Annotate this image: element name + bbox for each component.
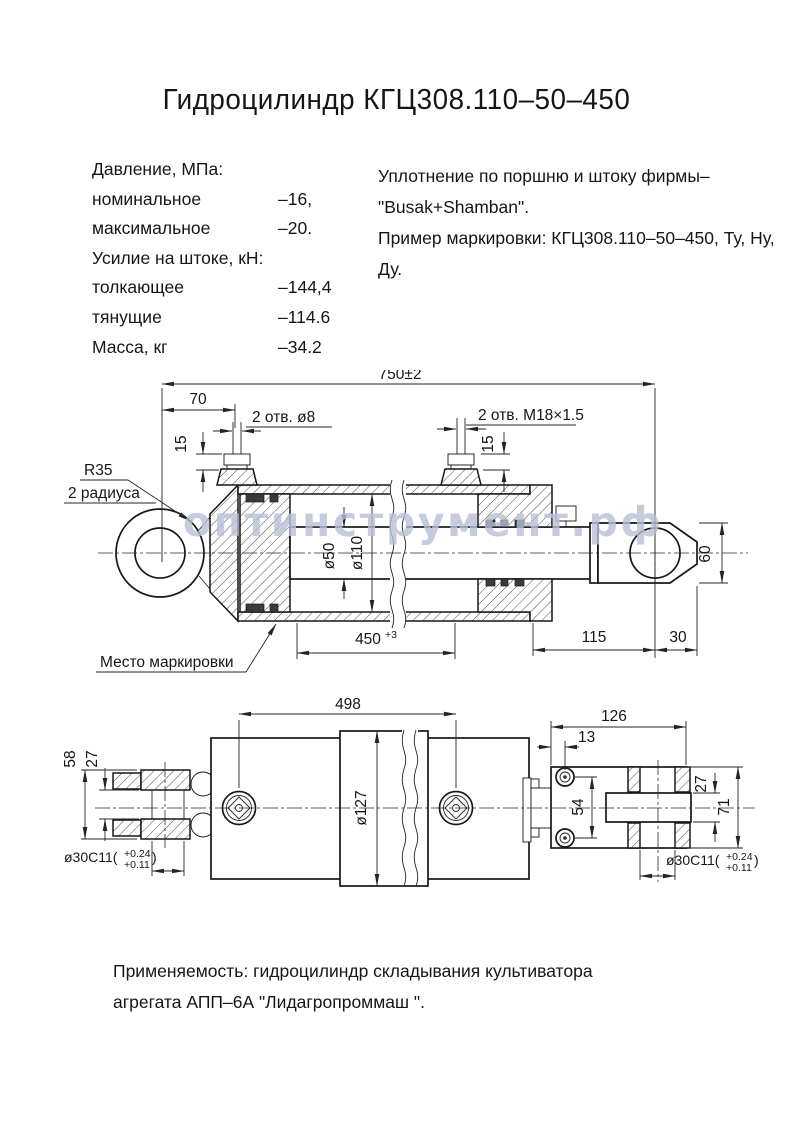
spec-value: –144,4 (278, 277, 332, 298)
dim-13: 13 (578, 729, 596, 746)
spec-value: –34.2 (278, 336, 322, 357)
label-holes-left: 2 отв. ø8 (252, 409, 316, 426)
spec-label: Давление, МПа: (92, 159, 224, 179)
dim-58: 58 (62, 750, 79, 768)
dim-bush-right-upper: +0.24 (726, 851, 753, 863)
view2-top-view (62, 696, 759, 886)
spec-label: толкающее (92, 277, 184, 298)
dim-bush-left-upper: +0.24 (124, 848, 151, 860)
watermark-text: оптинструмент.рф (183, 498, 664, 546)
applicability-line2: агрегата АПП–6А "Лидагропроммаш ". (113, 992, 425, 1012)
spec-label: Масса, кг (92, 336, 168, 357)
label-marking-place: Место маркировки (100, 654, 234, 671)
dim-15-right: 15 (480, 435, 497, 453)
dim-750: 750±2 (378, 370, 422, 383)
spec-row (92, 337, 372, 367)
spec-table (92, 159, 372, 366)
view2-left-eye-section (113, 762, 215, 848)
spec-label: максимальное (92, 218, 211, 239)
dim-30: 30 (669, 629, 687, 646)
dim-bush-right-base: ø30С11( (666, 852, 720, 868)
dim-stroke: 450 (355, 631, 381, 648)
dim-bush-right-lower: +0.11 (726, 862, 752, 874)
dim-stroke-tol: +3 (385, 629, 397, 641)
dim-bush-right-close: ) (754, 852, 759, 868)
dim-bush-left-base: ø30С11( (64, 849, 118, 865)
view1-port-left (217, 422, 257, 485)
dim-27-right: 27 (693, 775, 710, 793)
dim-body-dia: ø127 (353, 790, 370, 826)
dim-60: 60 (697, 545, 714, 563)
view2-break-lines (402, 729, 418, 886)
dim-498: 498 (335, 696, 361, 713)
marking-example: Пример маркировки: КГЦ308.110–50–450, Ту, Ну, Ду. (378, 228, 775, 279)
spec-row (92, 277, 372, 307)
view1-port-right (441, 418, 481, 485)
dim-71: 71 (716, 798, 733, 816)
view1-side-section (64, 370, 748, 672)
applicability-line1: Применяемость: гидроцилиндр складывания культиватора (113, 961, 593, 981)
spec-row (92, 307, 372, 337)
spec-label: тянущие (92, 306, 162, 327)
label-radius-note: 2 радиуса (68, 485, 140, 502)
spec-label: Усилие на штоке, кН: (92, 247, 264, 268)
seal-note-line2: "Busak+Shamban". (378, 197, 530, 217)
technical-drawing (0, 370, 793, 915)
dim-54: 54 (570, 798, 587, 816)
dim-bush-left-close: ) (152, 849, 157, 865)
dim-rod-dia: ø50 (321, 542, 338, 570)
dim-15-left: 15 (173, 435, 190, 453)
dim-115: 115 (581, 629, 607, 646)
applicability-note (113, 956, 673, 1018)
page-title: Гидроцилиндр КГЦ308.110–50–450 (162, 84, 631, 116)
spec-row (92, 159, 372, 189)
spec-row (92, 218, 372, 248)
label-holes-right: 2 отв. М18×1.5 (478, 407, 584, 424)
spec-value: –20. (278, 218, 313, 239)
view1-break-lines (390, 479, 406, 629)
spec-value: –16, (278, 188, 313, 209)
spec-row (92, 248, 372, 278)
spec-label: номинальное (92, 188, 202, 209)
spec-value: –114.6 (278, 306, 331, 327)
label-radius: R35 (84, 462, 113, 479)
dim-70: 70 (189, 391, 207, 408)
view1-grease-fitting (556, 506, 576, 527)
dim-bore-dia: ø110 (349, 535, 366, 571)
spec-row (92, 189, 372, 219)
dim-27-left: 27 (84, 750, 101, 768)
dim-126: 126 (601, 708, 627, 725)
seal-note-line1: Уплотнение по поршню и штоку фирмы– (378, 166, 710, 186)
seal-notes (378, 161, 778, 285)
dim-bush-left-lower: +0.11 (124, 859, 150, 871)
